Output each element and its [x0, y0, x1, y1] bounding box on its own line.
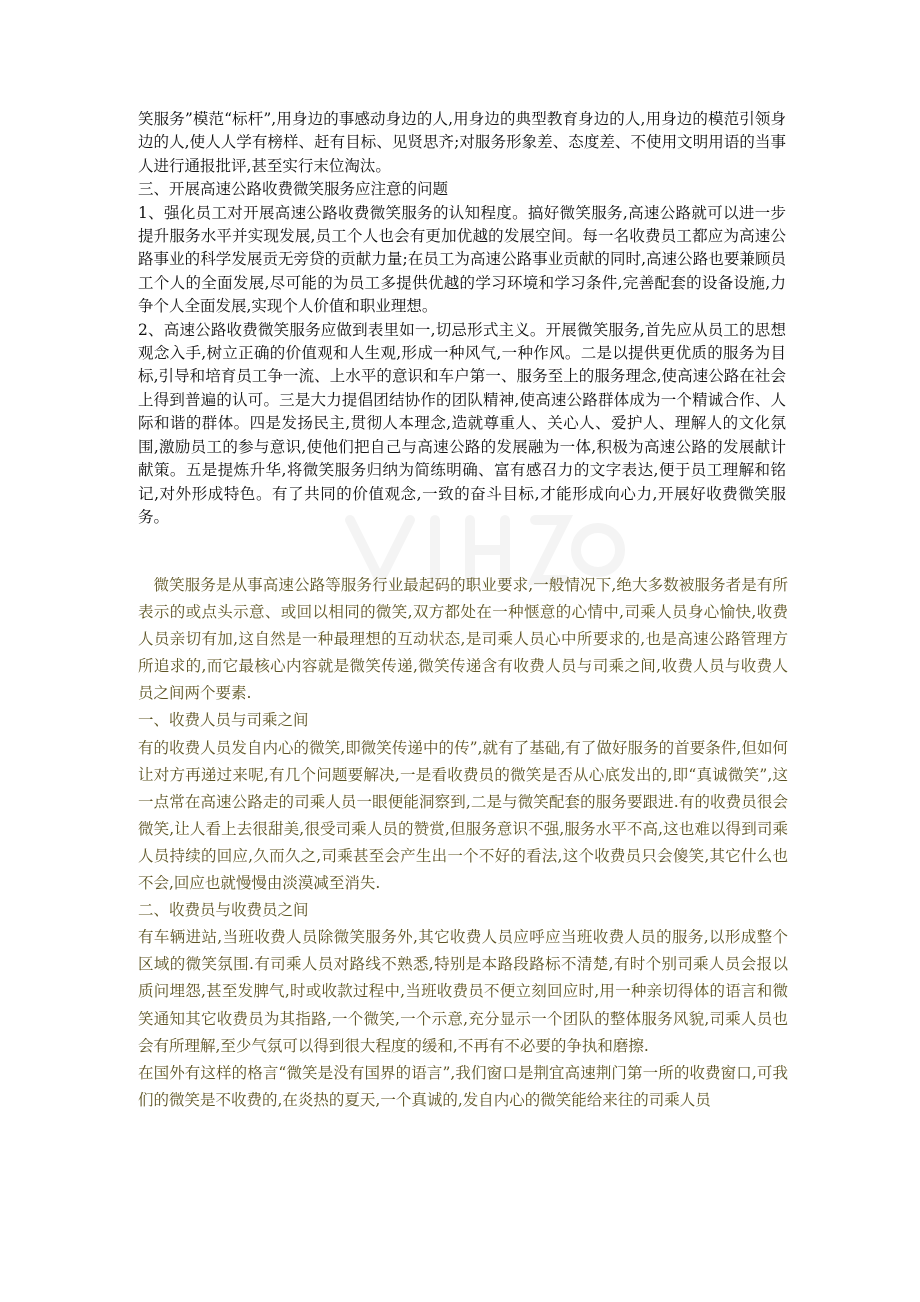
heading-staff-and-staff: 二、收费员与收费员之间	[138, 901, 309, 920]
heading-staff-and-drivers: 一、收费人员与司乘之间	[138, 711, 309, 730]
heading-section-three: 三、开展高速公路收费微笑服务应注意的问题	[138, 180, 449, 199]
paragraph-point-one: 1、强化员工对开展高速公路收费微笑服务的认知程度。搞好微笑服务,高速公路就可以进一步提升服务水平并实现发展,员工个人也会有更加优越的发展空间。每一名收费员工都应为高速公路事业的科学发展贡无旁贷的贡献力量;在员工为高速公路事业贡献的同时,高速公路也要兼顾员工个人的全面发展,尽可能的为员工多提供优越的学习环境和学习条件,完善配套的设备设施,力争个人全面发展,实现个人价值和职业理想。	[138, 203, 786, 316]
paragraph-point-two: 2、高速公路收费微笑服务应做到表里如一,切忌形式主义。开展微笑服务,首先应从员工的思想观念入手,树立正确的价值观和人生观,形成一种风气,一种作风。二是以提供更优质的服务为目标,引导和培育员工争一流、上水平的意识和车户第一、服务至上的服务理念,使高速公路在社会上得到普遍的认可。三是大力提倡团结协作的团队精神,使高速公路群体成为一个精诚合作、人际和谐的群体。四是发扬民主,贯彻人本理念,造就尊重人、关心人、爱护人、理解人的文化氛围,激励员工的参与意识,使他们把自己与高速公路的发展融为一体,积极为高速公路的发展献计献策。五是提炼升华,将微笑服务归纳为简练明确、富有感召力的文字表达,便于员工理解和铭记,对外形成特色。有了共同的价值观念,一致的奋斗目标,才能形成向心力,开展好收费微笑服务。	[138, 320, 786, 526]
section-a-text-block	[138, 108, 786, 529]
section-b-text-block	[138, 572, 788, 1114]
paragraph-smile-service-intro: 微笑服务是从事高速公路等服务行业最起码的职业要求,一般情况下,绝大多数被服务者是有所表示的或点头示意、或回以相同的微笑,双方都处在一种惬意的心情中,司乘人员身心愉快,收费人员亲切有加,这自然是一种最理想的互动状态,是司乘人员心中所要求的,也是高速公路管理方所追求的,而它最核心内容就是微笑传递,微笑传递含有收费人员与司乘之间,收费人员与收费人员之间两个要素.	[138, 576, 788, 703]
paragraph-model-benchmark: 笑服务”模范“标杆”,用身边的事感动身边的人,用身边的典型教育身边的人,用身边的模范引领身边的人,使人人学有榜样、赶有目标、见贤思齐;对服务形象差、态度差、不使用文明用语的当事人进行通报批评,甚至实行末位淘汰。	[138, 110, 786, 175]
paragraph-staff-and-staff: 有车辆进站,当班收费人员除微笑服务外,其它收费人员应呼应当班收费人员的服务,以形成整个区域的微笑氛围.有司乘人员对路线不熟悉,特别是本路段路标不清楚,有时个别司乘人员会报以质问埋怨,甚至发脾气,时或收款过程中,当班收费员不便立刻回应时,用一种亲切得体的语言和微笑通知其它收费员为其指路,一个微笑,一个示意,充分显示一个团队的整体服务风貌,司乘人员也会有所理解,至少气氛可以得到很大程度的缓和,不再有不必要的争执和磨擦.	[138, 928, 788, 1055]
paragraph-smile-motto: 在国外有这样的格言“微笑是没有国界的语言”,我们窗口是荆宜高速荆门第一所的收费窗口,可我们的微笑是不收费的,在炎热的夏天,一个真诚的,发自内心的微笑能给来往的司乘人员	[138, 1063, 788, 1109]
paragraph-staff-and-drivers: 有的收费人员发自内心的微笑,即微笑传递中的传”,就有了基础,有了做好服务的首要条件,但如何让对方再递过来呢,有几个问题要解决,一是看收费员的微笑是否从心底发出的,即“真诚微笑”,这一点常在高速公路走的司乘人员一眼便能洞察到,二是与微笑配套的服务要跟进.有的收费员很会微笑,让人看上去很甜美,很受司乘人员的赞赏,但服务意识不强,服务水平不高,这也难以得到司乘人员持续的回应,久而久之,司乘甚至会产生出一个不好的看法,这个收费员只会傻笑,其它什么也不会,回应也就慢慢由淡漠减至消失.	[138, 738, 788, 893]
